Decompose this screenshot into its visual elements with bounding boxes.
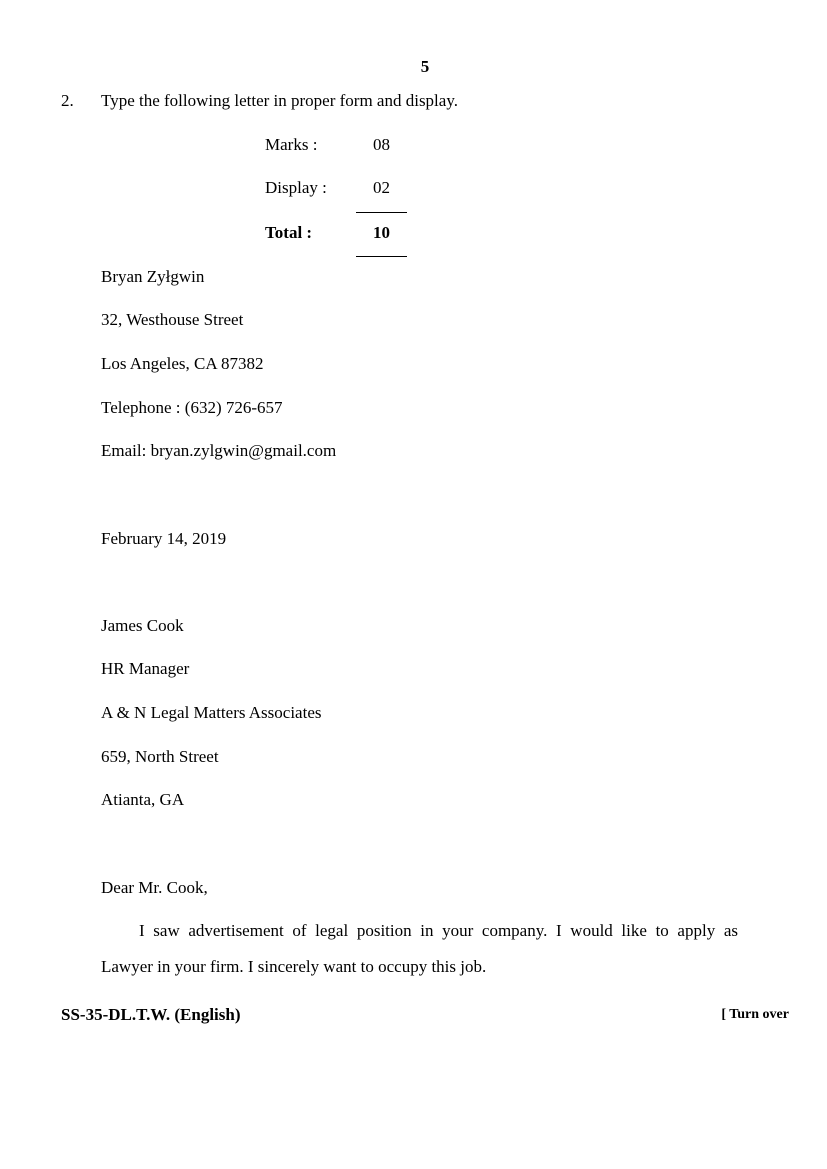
display-value: 02 [373,178,390,197]
letter-date: February 14, 2019 [101,529,227,548]
marks-value: 08 [373,135,390,154]
page-number: 5 [420,57,430,76]
recipient-title: HR Manager [101,659,190,678]
body-line-1: I saw advertisement of legal position in your company. I would like to apply as [139,921,738,940]
sender-name: Bryan Zyłgwin [101,267,205,286]
total-bottom-rule [356,256,407,257]
display-label: Display : [265,178,327,197]
marks-label: Marks : [265,135,318,154]
sender-street: 32, Westhouse Street [101,310,244,329]
recipient-street: 659, North Street [101,747,219,766]
turn-over: [ Turn over [721,1007,789,1022]
sender-telephone: Telephone : (632) 726-657 [101,398,283,417]
footer-code: SS-35-DL.T.W. (English) [61,1005,241,1024]
recipient-city: Atianta, GA [101,790,185,809]
sender-city: Los Angeles, CA 87382 [101,354,264,373]
salutation: Dear Mr. Cook, [101,878,208,897]
question-number: 2. [61,91,74,110]
total-top-rule [356,212,407,213]
total-value: 10 [373,223,390,242]
question-text: Type the following letter in proper form and display. [101,91,458,110]
total-label: Total : [265,223,313,242]
recipient-company: A & N Legal Matters Associates [101,703,322,722]
recipient-name: James Cook [101,616,184,635]
body-line-2: Lawyer in your firm. I sincerely want to occupy this job. [101,957,487,976]
sender-email: Email: bryan.zylgwin@gmail.com [101,441,337,460]
